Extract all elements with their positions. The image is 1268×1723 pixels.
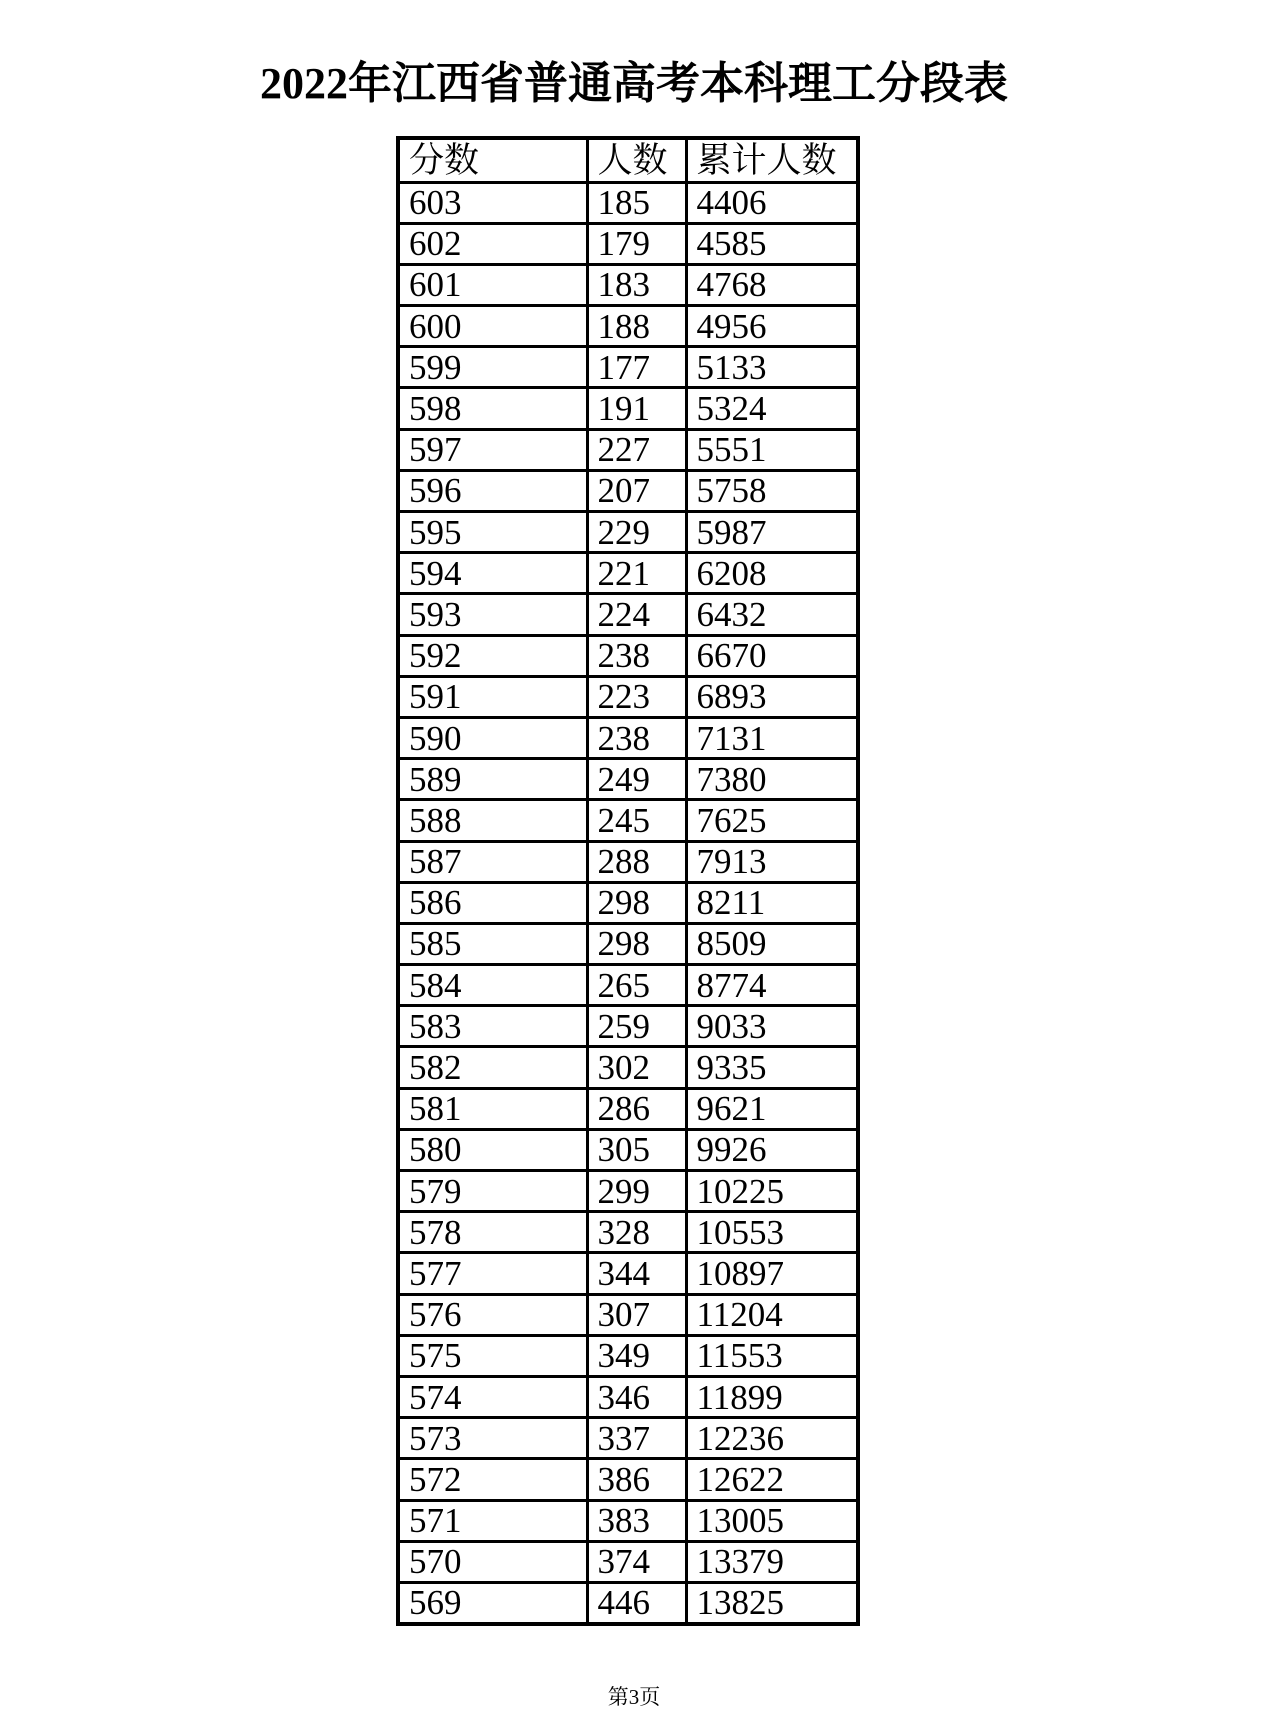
cumulative-cell: 9621: [686, 1088, 858, 1129]
table-row: [398, 1418, 858, 1459]
table-row: [398, 1006, 858, 1047]
count-cell: 229: [587, 512, 686, 553]
table-row: [398, 264, 858, 305]
count-cell: 288: [587, 841, 686, 882]
score-cell: 602: [398, 223, 587, 264]
cumulative-cell: 5987: [686, 512, 858, 553]
count-cell: 238: [587, 717, 686, 758]
table-row: [398, 1171, 858, 1212]
cumulative-cell: 11899: [686, 1376, 858, 1417]
table-row: [398, 223, 858, 264]
table-row: [398, 553, 858, 594]
cumulative-cell: 13825: [686, 1582, 858, 1623]
table-row: [398, 841, 858, 882]
column-header-cumulative: 累计人数: [686, 138, 858, 182]
score-cell: 601: [398, 264, 587, 305]
table-row: [398, 594, 858, 635]
count-cell: 346: [587, 1376, 686, 1417]
cumulative-cell: 5551: [686, 429, 858, 470]
table-row: [398, 1294, 858, 1335]
count-cell: 349: [587, 1335, 686, 1376]
cumulative-cell: 9335: [686, 1047, 858, 1088]
score-cell: 585: [398, 923, 587, 964]
cumulative-cell: 11553: [686, 1335, 858, 1376]
count-cell: 298: [587, 923, 686, 964]
table-row: [398, 1253, 858, 1294]
score-cell: 591: [398, 676, 587, 717]
cumulative-cell: 6893: [686, 676, 858, 717]
score-cell: 594: [398, 553, 587, 594]
count-cell: 224: [587, 594, 686, 635]
count-cell: 383: [587, 1500, 686, 1541]
score-cell: 579: [398, 1171, 587, 1212]
count-cell: 286: [587, 1088, 686, 1129]
score-cell: 581: [398, 1088, 587, 1129]
score-cell: 570: [398, 1541, 587, 1582]
cumulative-cell: 10553: [686, 1212, 858, 1253]
table-row: [398, 429, 858, 470]
cumulative-cell: 9926: [686, 1129, 858, 1170]
count-cell: 223: [587, 676, 686, 717]
column-header-count: 人数: [587, 138, 686, 182]
table-row: [398, 1541, 858, 1582]
cumulative-cell: 6208: [686, 553, 858, 594]
cumulative-cell: 13379: [686, 1541, 858, 1582]
count-cell: 302: [587, 1047, 686, 1088]
table-row: [398, 882, 858, 923]
cumulative-cell: 7625: [686, 800, 858, 841]
count-cell: 374: [587, 1541, 686, 1582]
score-cell: 587: [398, 841, 587, 882]
table-row: [398, 306, 858, 347]
score-cell: 580: [398, 1129, 587, 1170]
score-cell: 592: [398, 635, 587, 676]
table-row: [398, 1500, 858, 1541]
cumulative-cell: 5133: [686, 347, 858, 388]
score-cell: 576: [398, 1294, 587, 1335]
cumulative-cell: 11204: [686, 1294, 858, 1335]
table-row: [398, 470, 858, 511]
score-cell: 593: [398, 594, 587, 635]
cumulative-cell: 10225: [686, 1171, 858, 1212]
score-cell: 596: [398, 470, 587, 511]
table-row: [398, 1376, 858, 1417]
count-cell: 265: [587, 965, 686, 1006]
table-row: [398, 923, 858, 964]
count-cell: 249: [587, 759, 686, 800]
table-row: [398, 1047, 858, 1088]
cumulative-cell: 7131: [686, 717, 858, 758]
table-row: [398, 1335, 858, 1376]
count-cell: 337: [587, 1418, 686, 1459]
score-cell: 600: [398, 306, 587, 347]
count-cell: 238: [587, 635, 686, 676]
score-cell: 603: [398, 182, 587, 223]
score-cell: 578: [398, 1212, 587, 1253]
count-cell: 207: [587, 470, 686, 511]
table-header-row: [398, 138, 858, 182]
score-cell: 588: [398, 800, 587, 841]
count-cell: 245: [587, 800, 686, 841]
cumulative-cell: 4406: [686, 182, 858, 223]
score-cell: 575: [398, 1335, 587, 1376]
score-cell: 582: [398, 1047, 587, 1088]
score-cell: 572: [398, 1459, 587, 1500]
count-cell: 298: [587, 882, 686, 923]
cumulative-cell: 4768: [686, 264, 858, 305]
cumulative-cell: 10897: [686, 1253, 858, 1294]
count-cell: 307: [587, 1294, 686, 1335]
table-row: [398, 1129, 858, 1170]
score-cell: 589: [398, 759, 587, 800]
table-row: [398, 759, 858, 800]
count-cell: 305: [587, 1129, 686, 1170]
count-cell: 299: [587, 1171, 686, 1212]
cumulative-cell: 12622: [686, 1459, 858, 1500]
cumulative-cell: 6670: [686, 635, 858, 676]
score-cell: 598: [398, 388, 587, 429]
count-cell: 227: [587, 429, 686, 470]
score-cell: 597: [398, 429, 587, 470]
score-distribution-table: [396, 136, 860, 1626]
count-cell: 185: [587, 182, 686, 223]
cumulative-cell: 8774: [686, 965, 858, 1006]
table-row: [398, 512, 858, 553]
table-row: [398, 965, 858, 1006]
score-cell: 595: [398, 512, 587, 553]
count-cell: 259: [587, 1006, 686, 1047]
table-row: [398, 635, 858, 676]
count-cell: 386: [587, 1459, 686, 1500]
table-row: [398, 1582, 858, 1623]
cumulative-cell: 7380: [686, 759, 858, 800]
table-row: [398, 388, 858, 429]
count-cell: 328: [587, 1212, 686, 1253]
count-cell: 446: [587, 1582, 686, 1623]
score-cell: 586: [398, 882, 587, 923]
cumulative-cell: 5324: [686, 388, 858, 429]
page-number: 第3页: [607, 1685, 661, 1709]
count-cell: 191: [587, 388, 686, 429]
score-cell: 584: [398, 965, 587, 1006]
cumulative-cell: 8211: [686, 882, 858, 923]
score-cell: 569: [398, 1582, 587, 1623]
cumulative-cell: 13005: [686, 1500, 858, 1541]
cumulative-cell: 9033: [686, 1006, 858, 1047]
count-cell: 177: [587, 347, 686, 388]
table-row: [398, 1212, 858, 1253]
score-cell: 583: [398, 1006, 587, 1047]
table-row: [398, 800, 858, 841]
cumulative-cell: 4585: [686, 223, 858, 264]
cumulative-cell: 8509: [686, 923, 858, 964]
score-cell: 590: [398, 717, 587, 758]
cumulative-cell: 12236: [686, 1418, 858, 1459]
column-header-score: 分数: [398, 138, 587, 182]
cumulative-cell: 6432: [686, 594, 858, 635]
score-cell: 571: [398, 1500, 587, 1541]
table-row: [398, 347, 858, 388]
table-row: [398, 1088, 858, 1129]
table-row: [398, 1459, 858, 1500]
score-cell: 577: [398, 1253, 587, 1294]
cumulative-cell: 7913: [686, 841, 858, 882]
count-cell: 344: [587, 1253, 686, 1294]
count-cell: 221: [587, 553, 686, 594]
cumulative-cell: 4956: [686, 306, 858, 347]
page-title: 2022年江西省普通高考本科理工分段表: [260, 59, 1008, 108]
cumulative-cell: 5758: [686, 470, 858, 511]
table-row: [398, 676, 858, 717]
score-cell: 574: [398, 1376, 587, 1417]
score-cell: 599: [398, 347, 587, 388]
score-cell: 573: [398, 1418, 587, 1459]
count-cell: 179: [587, 223, 686, 264]
count-cell: 183: [587, 264, 686, 305]
table-row: [398, 717, 858, 758]
count-cell: 188: [587, 306, 686, 347]
table-row: [398, 182, 858, 223]
